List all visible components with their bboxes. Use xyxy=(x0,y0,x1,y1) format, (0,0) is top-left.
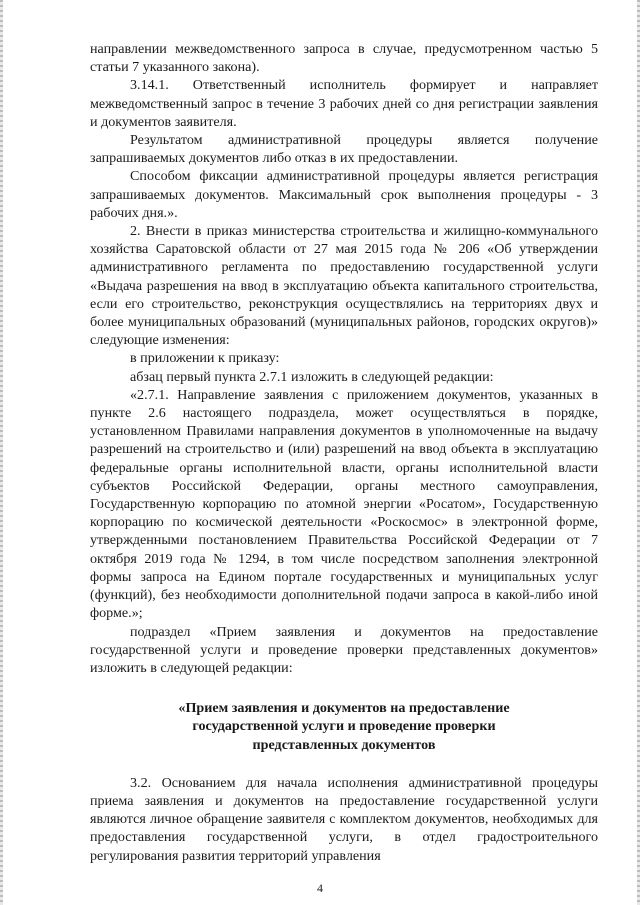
section-heading-line: «Прием заявления и документов на предоставление xyxy=(178,700,510,717)
paragraph-2-7-1-intro: абзац первый пункта 2.7.1 изложить в следующей редакции: xyxy=(130,368,494,385)
document-page xyxy=(90,40,598,865)
paragraph-appendix: в приложении к приказу: xyxy=(130,350,280,367)
paragraph-item-2: 2. Внести в приказ министерства строительства и жилищно-коммунального хозяйства Саратовской области от 27 мая 2015 года № 206 «Об утверждении административного регламента по предоставлению государственной услуги «Выдача разрешения на ввод в эксплуатацию объекта капитального строительства, если его строительство, реконструкция осуществлялись на территориях двух и более муниципальных образований (муниципальных районов, городских округов)» следующие изменения: xyxy=(90,223,598,349)
section-heading-line: представленных документов xyxy=(252,736,436,753)
paragraph-2-7-1-text: «2.7.1. Направление заявления с приложением документов, указанных в пункте 2.6 настоящего подраздела, может осуществляться в порядке, установленном Правилами направления документов в уполномоченные на выдачу разрешений на строительство и (или) разрешений на ввод объекта в эксплуатацию федеральные органы исполнительной власти, органы исполнительной власти субъектов Российской Федерации, органы местного самоуправления, Государственную корпорацию по атомной энергии «Росатом», Государственную корпорацию по космической деятельности «Роскосмос» в электронной форме, утвержденными постановлением Правительства Российской Федерации от 7 октября 2019 года № 1294, в том числе посредством заполнения электронной формы запроса на Едином портале государственных и муниципальных услуг (функций), без необходимости дополнительной подачи запроса в какой-либо иной форме.»; xyxy=(90,386,598,622)
paragraph-fixation: Способом фиксации административной процедуры является регистрация запрашиваемых документов. Максимальный срок выполнения процедуры - 3 рабочих дня.». xyxy=(90,168,598,221)
paragraph-3-14-1: 3.14.1. Ответственный исполнитель формирует и направляет межведомственный запрос в течение 3 рабочих дней со дня регистрации заявления и документов заявителя. xyxy=(90,77,598,130)
paragraph-subsection: подраздел «Прием заявления и документов на предоставление государственной услуги и проведение проверки представленных документов» изложить в следующей редакции: xyxy=(90,623,598,676)
paragraph-3-2: 3.2. Основанием для начала исполнения административной процедуры приема заявления и документов на предоставление государственной услуги являются личное обращение заявителя с комплектом документов, необходимых для предоставления государственной услуги, в отдел градостроительного регулирования развития территорий управления xyxy=(90,774,598,864)
paragraph-result: Результатом административной процедуры является получение запрашиваемых документов либо отказ в их предоставлении. xyxy=(90,132,598,167)
page-number: 4 xyxy=(317,881,323,895)
section-heading xyxy=(90,699,598,754)
scan-edge-left xyxy=(0,0,3,905)
paragraph-continuation: направлении межведомственного запроса в случае, предусмотренном частью 5 статьи 7 указанного закона). xyxy=(90,41,598,76)
section-heading-line: государственной услуги и проведение проверки xyxy=(192,718,496,735)
